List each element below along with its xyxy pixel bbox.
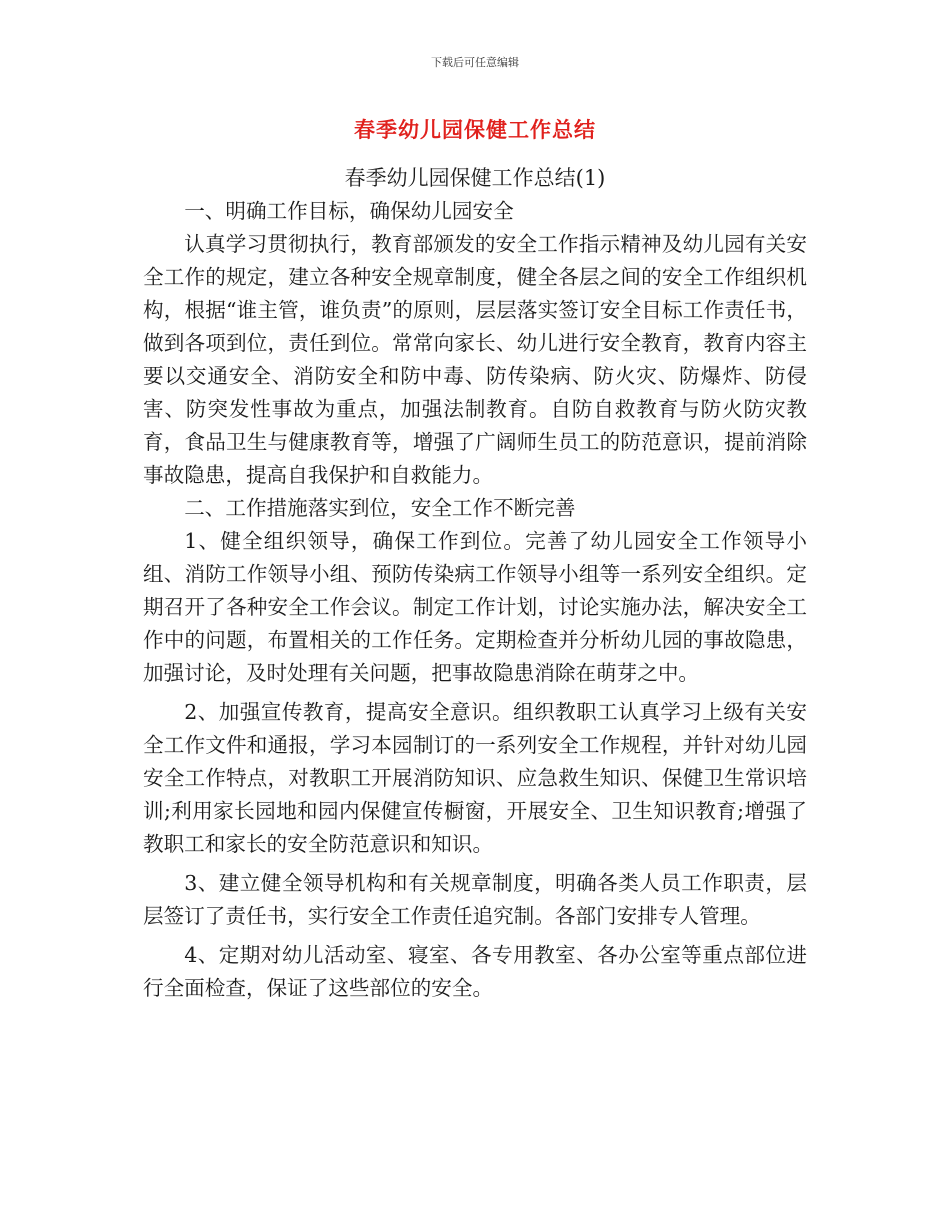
document-subtitle: 春季幼儿园保健工作总结(1): [344, 166, 606, 190]
header-note: 下载后可任意编辑: [431, 56, 519, 69]
paragraph-safety-education: 认真学习贯彻执行，教育部颁发的安全工作指示精神及幼儿园有关安全工作的规定，建立各种安全规章制度，健全各层之间的安全工作组织机构，根据“谁主管，谁负责”的原则，层层落实签订安全目标工作责任书，做到各项到位，责任到位。常常向家长、幼儿进行安全教育，教育内容主要以交通安全、消防安全和防中毒、防传染病、防火灾、防爆炸、防侵害、防突发性事故为重点，加强法制教育。自防自救教育与防火防灾教育，食品卫生与健康教育等，增强了广阔师生员工的防范意识，提前消除事故隐患，提高自我保护和自救能力。: [143, 232, 807, 487]
document-body: [143, 195, 807, 1005]
section-heading-2: 二、工作措施落实到位，安全工作不断完善: [184, 496, 576, 520]
paragraph-item-4: 4、定期对幼儿活动室、寝室、各专用教室、各办公室等重点部位进行全面检查，保证了这些部位的安全。: [143, 943, 807, 1000]
paragraph-item-3: 3、建立健全领导机构和有关规章制度，明确各类人员工作职责，层层签订了责任书，实行安全工作责任追究制。各部门安排专人管理。: [143, 871, 807, 928]
document-title: 春季幼儿园保健工作总结: [354, 118, 596, 142]
paragraph-item-2: 2、加强宣传教育，提高安全意识。组织教职工认真学习上级有关安全工作文件和通报，学习本园制订的一系列安全工作规程，并针对幼儿园安全工作特点，对教职工开展消防知识、应急救生知识、保健卫生常识培训;利用家长园地和园内保健宣传橱窗，开展安全、卫生知识教育;增强了教职工和家长的安全防范意识和知识。: [143, 700, 807, 856]
section-heading-1: 一、明确工作目标，确保幼儿园安全: [184, 199, 514, 223]
paragraph-item-1: 1、健全组织领导，确保工作到位。完善了幼儿园安全工作领导小组、消防工作领导小组、预防传染病工作领导小组等一系列安全组织。定期召开了各种安全工作会议。制定工作计划，讨论实施办法，解决安全工作中的问题，布置相关的工作任务。定期检查并分析幼儿园的事故隐患，加强讨论，及时处理有关问题，把事故隐患消除在萌芽之中。: [143, 529, 807, 685]
